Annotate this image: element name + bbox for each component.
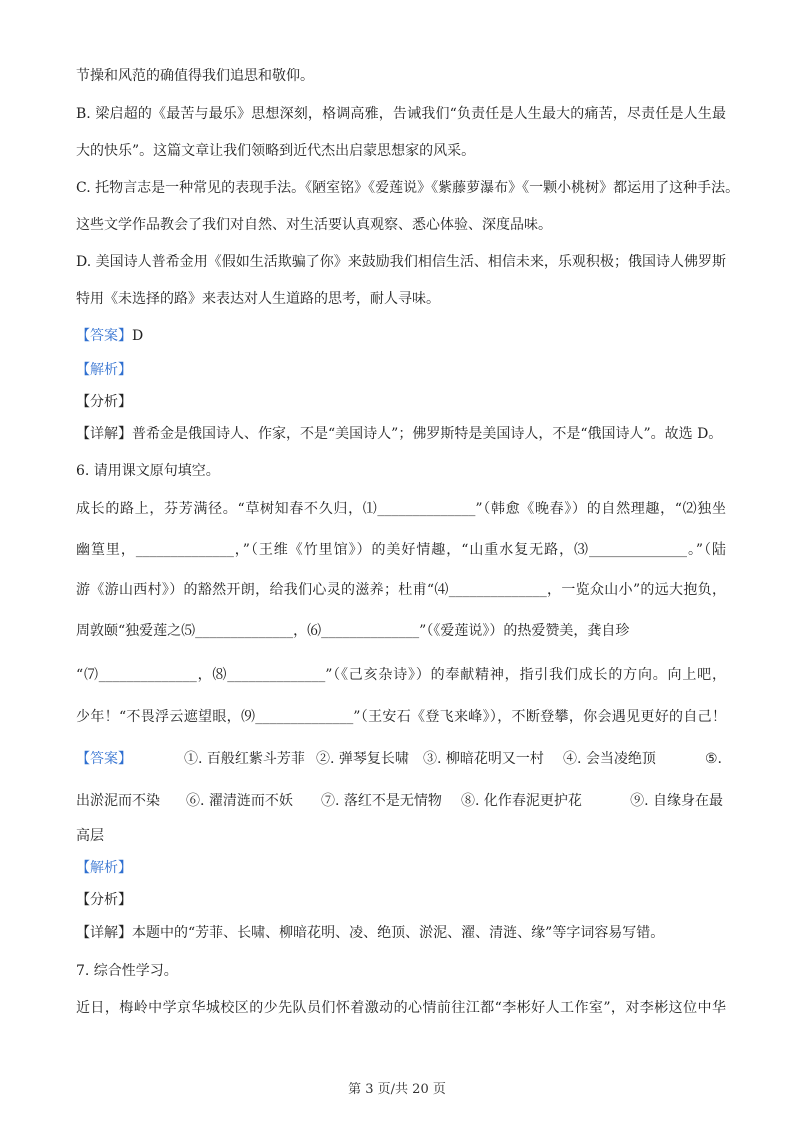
fill-line: 幽篁里，______________，”（王维《竹里馆》）的美好情趣，“山重水复无路，⑶______________。”（陆: [76, 542, 726, 558]
detail-label: 【详解】: [76, 925, 132, 941]
option-c-line: C. 托物言志是一种常见的表现手法。《陋室铭》《爱莲说》《紫藤萝瀑布》《一颗小桃树》都运用了这种手法。: [76, 180, 740, 196]
detail-text: 本题中的“芳菲、长啸、柳暗花明、凌、绝顶、淤泥、濯、清涟、缘”等字词容易写错。: [132, 925, 665, 941]
fill-line: 周敦颐“独爱莲之⑸______________，⑹______________”（《爱莲说》）的热爱赞美，龚自珍: [76, 623, 630, 639]
answer-item: ③. 柳暗花明又一村: [423, 751, 544, 767]
answer-label: 【答案】: [76, 328, 132, 344]
answer-item: ④. 会当凌绝顶: [563, 751, 656, 767]
option-b-line: B. 梁启超的《最苦与最乐》思想深刻，格调高雅，告诫我们“负责任是人生最大的痛苦，尽责任是人生最: [76, 106, 726, 122]
question-7-title: 7. 综合性学习。: [76, 963, 178, 979]
question-6-title: 6. 请用课文原句填空。: [76, 463, 220, 479]
answer-item: ⑧. 化作春泥更护花: [461, 793, 582, 809]
fill-line: “⑺______________，⑻______________”（《己亥杂诗》）的奉献精神，指引我们成长的方向。向上吧，: [76, 667, 726, 683]
option-d-line: D. 美国诗人普希金用《假如生活欺骗了你》来鼓励我们相信生活、相信未来，乐观积极；俄国诗人佛罗斯: [76, 254, 726, 270]
page-number: 第 3 页/共 20 页: [348, 1082, 446, 1097]
answer-item: ⑤.: [704, 751, 722, 767]
fenxi-label: 【分析】: [76, 394, 132, 410]
analysis-label: 【解析】: [76, 362, 132, 378]
fenxi-label: 【分析】: [76, 892, 132, 908]
answer-item: 出淤泥而不染: [76, 793, 160, 809]
answer-item: ⑨. 自缘身在最: [630, 793, 723, 809]
answer2-line: [76, 749, 726, 769]
answer-item: ⑥. 濯清涟而不妖: [186, 793, 293, 809]
answer-item: ⑦. 落红不是无情物: [321, 793, 442, 809]
text-line: 这些文学作品教会了我们对自然、对生活要认真观察、悉心体验、深度品味。: [76, 217, 552, 233]
analysis-label: 【解析】: [76, 860, 132, 876]
detail-line: [76, 424, 726, 444]
text-line: 大的快乐”。这篇文章让我们领略到近代杰出启蒙思想家的风采。: [76, 143, 476, 159]
text-line: 特用《未选择的路》来表达对人生道路的思考，耐人寻味。: [76, 291, 440, 307]
answer-item: ②. 弹琴复长啸: [316, 751, 409, 767]
answer-line: [76, 326, 726, 346]
answer2-line: 高层: [76, 828, 104, 844]
answer-item: ①. 百般红紫斗芳菲: [184, 751, 305, 767]
detail-text: 普希金是俄国诗人、作家，不是“美国诗人”；佛罗斯特是美国诗人，不是“俄国诗人”。故选 D。: [132, 426, 723, 442]
detail-line: [76, 923, 726, 943]
answer2-line: [76, 791, 726, 811]
detail-label: 【详解】: [76, 426, 132, 442]
answer-value: D: [132, 328, 144, 344]
fill-line: 少年！“不畏浮云遮望眼，⑼______________”（王安石《登飞来峰》），不断登攀，你会遇见更好的自己！: [76, 709, 726, 725]
text-line: 近日，梅岭中学京华城校区的少先队员们怀着激动的心情前往江都“李彬好人工作室”，对李彬这位中华: [76, 1000, 726, 1016]
fill-line: 游《游山西村》）的豁然开朗，给我们心灵的滋养；杜甫“⑷______________，一览众山小”的远大抱负，: [76, 582, 726, 598]
answer2-label: 【答案】: [76, 751, 132, 767]
fill-line: 成长的路上，芬芳满径。“草树知春不久归，⑴______________”（韩愈《晚春》）的自然理趣，“⑵独坐: [76, 501, 726, 517]
text-line: 节操和风范的确值得我们追思和敬仰。: [76, 68, 314, 84]
